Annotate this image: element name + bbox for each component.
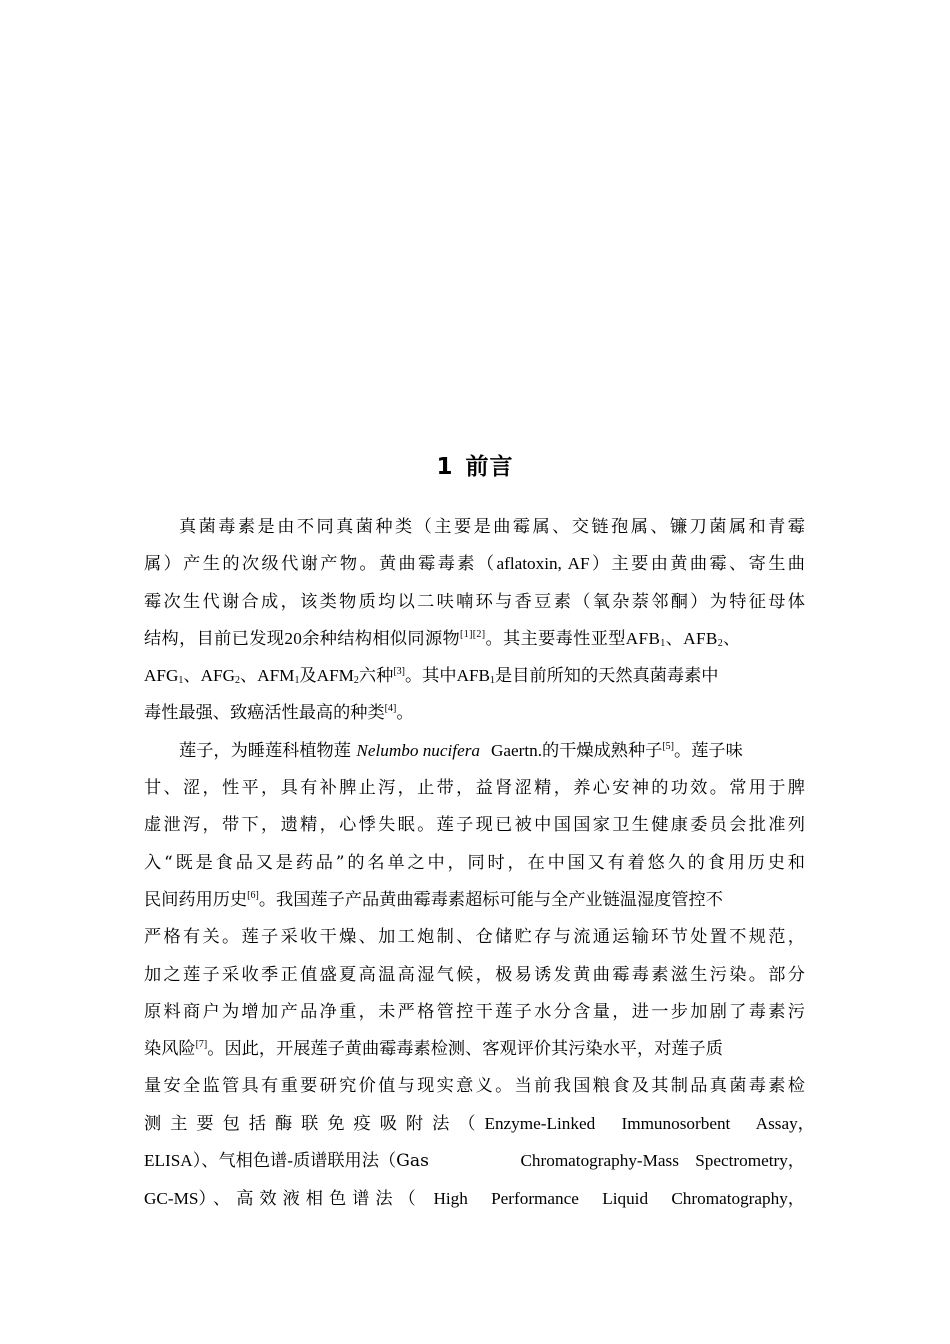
paragraph-2-line-7 <box>144 963 805 987</box>
text-run: 、 <box>665 629 684 649</box>
paragraph-1-line-1 <box>179 515 805 539</box>
paragraph-2-line-11 <box>144 1112 815 1136</box>
number: 20 <box>284 629 303 648</box>
paragraph-1-line-3 <box>144 590 805 614</box>
text-run: 。我国莲子产品黄曲霉毒素超标可能与全产业链温湿度管控不 <box>258 890 723 910</box>
author-abbreviation: Gaertn. <box>490 741 542 760</box>
abbrev-elisa: ELISA <box>144 1151 193 1170</box>
paragraph-2-line-8 <box>144 1000 805 1024</box>
text-run: 霉次生代谢合成，该类物质均以二呋喃环与香豆素（氧杂萘邻酮）为特征母体 <box>144 592 805 612</box>
text-run: - <box>287 1151 293 1170</box>
paragraph-1-line-5 <box>144 664 805 688</box>
paragraph-1-line-4 <box>144 627 805 651</box>
text-run: 莲子，为睡莲科植物莲 <box>179 741 351 761</box>
text-run: ）主要由黄曲霉、寄生曲 <box>589 554 805 574</box>
paragraph-2-line-1 <box>179 739 805 763</box>
subscript: 1 <box>294 675 300 686</box>
toxin-name: AFM <box>257 666 295 685</box>
toxin-name: AFG <box>144 666 179 685</box>
paragraph-2-line-4 <box>144 851 805 875</box>
subscript: 2 <box>717 638 724 649</box>
text-run: 加之莲子采收季正值盛夏高温高湿气候，极易诱发黄曲霉毒素滋生污染。部分 <box>144 965 805 985</box>
text-run: 的干燥成熟种子 <box>542 741 663 761</box>
text-run: 及 <box>299 666 317 686</box>
term-hplc-full: High Performance Liquid Chromatography， <box>433 1189 805 1208</box>
text-run: 是目前所知的天然真菌毒素中 <box>495 666 719 686</box>
paragraph-2-line-13 <box>144 1187 805 1211</box>
text-run: 。 <box>396 703 414 723</box>
text-run: 。因此，开展莲子黄曲霉毒素检测、客观评价其污染水平，对莲子质 <box>207 1039 723 1059</box>
toxin-name: AFB <box>625 629 661 648</box>
toxin-name: AFB <box>456 666 490 685</box>
citation: [5] <box>662 741 674 752</box>
text-run: 。莲子味 <box>674 741 743 761</box>
subscript: 1 <box>660 638 666 649</box>
text-run: 民间药用历史 <box>144 890 248 910</box>
text-run: 毒性最强、致癌活性最高的种类 <box>144 703 385 723</box>
citation: [4] <box>384 703 397 714</box>
citation: [1][2] <box>460 629 486 640</box>
paragraph-2-line-12 <box>144 1149 805 1173</box>
text-run: 质谱联用法（Gas <box>292 1151 429 1171</box>
paragraph-1-line-2 <box>144 552 805 576</box>
subscript: 2 <box>234 675 240 686</box>
text-run: 、 <box>183 666 201 686</box>
citation: [3] <box>393 666 405 677</box>
text-run: 量安全监管具有重要研究价值与现实意义。当前我国粮食及其制品真菌毒素检 <box>144 1076 805 1096</box>
toxin-name: AFM <box>316 666 354 685</box>
text-run: ）、高效液相色谱法（ <box>198 1189 422 1209</box>
text-run: 余种结构相似同源物 <box>302 629 461 649</box>
toxin-name: AFB <box>683 629 718 648</box>
paragraph-2-line-2 <box>144 776 805 800</box>
text-run: ）、气相色谱 <box>192 1151 288 1171</box>
abbrev-gcms: GC-MS <box>144 1189 199 1208</box>
text-run: 入“既是食品又是药品”的名单之中，同时，在中国又有着悠久的食用历史和 <box>144 853 805 873</box>
paragraph-1-line-6 <box>144 701 805 725</box>
term-elisa-full: Enzyme-Linked Immunosorbent Assay， <box>484 1114 815 1133</box>
text-run: 、 <box>723 629 741 649</box>
section-heading <box>0 448 950 481</box>
text-run: 结构，目前已发现 <box>144 629 285 649</box>
text-run: 染风险 <box>144 1039 196 1059</box>
text-run: 虚泄泻，带下，遗精，心悸失眠。莲子现已被中国国家卫生健康委员会批准列 <box>144 815 805 835</box>
text-run: 六种 <box>358 666 394 686</box>
subscript: 2 <box>353 675 359 686</box>
paragraph-2-line-9 <box>144 1037 805 1061</box>
text-run: 、 <box>239 666 258 686</box>
text-run: 原料商户为增加产品净重，未严格管控干莲子水分含量，进一步加剧了毒素污 <box>144 1002 805 1022</box>
subscript: 1 <box>178 675 184 686</box>
toxin-name: AFG <box>200 666 235 685</box>
text-run: 甘、涩，性平，具有补脾止泻，止带，益肾涩精，养心安神的功效。常用于脾 <box>144 778 805 798</box>
section-number: 1 <box>436 454 454 480</box>
term-gcms-full: Chromatography-Mass Spectrometry， <box>520 1151 805 1170</box>
paragraph-2-line-3 <box>144 813 805 837</box>
species-name: Nelumbo nucifera <box>356 741 480 760</box>
citation: [7] <box>195 1039 208 1050</box>
section-title: 前言 <box>465 454 514 480</box>
paragraph-2-line-5 <box>144 888 805 912</box>
text-run: 严格有关。莲子采收干燥、加工炮制、仓储贮存与流通运输环节处置不规范， <box>144 927 805 947</box>
text-run: 测主要包括酶联免疫吸附法（ <box>144 1114 485 1134</box>
subscript: 1 <box>490 675 495 686</box>
paragraph-2-line-6 <box>144 925 805 949</box>
text-run: 真菌毒素是由不同真菌种类（主要是曲霉属、交链孢属、镰刀菌属和青霉 <box>179 517 805 537</box>
paragraph-2-line-10 <box>144 1074 805 1098</box>
citation: [6] <box>247 890 259 901</box>
text-run: 。其主要毒性亚型 <box>485 629 626 649</box>
text-run: 属）产生的次级代谢产物。黄曲霉毒素（ <box>144 554 497 574</box>
term-aflatoxin: aflatoxin, AF <box>496 554 590 573</box>
text-run: 。其中 <box>404 666 457 686</box>
